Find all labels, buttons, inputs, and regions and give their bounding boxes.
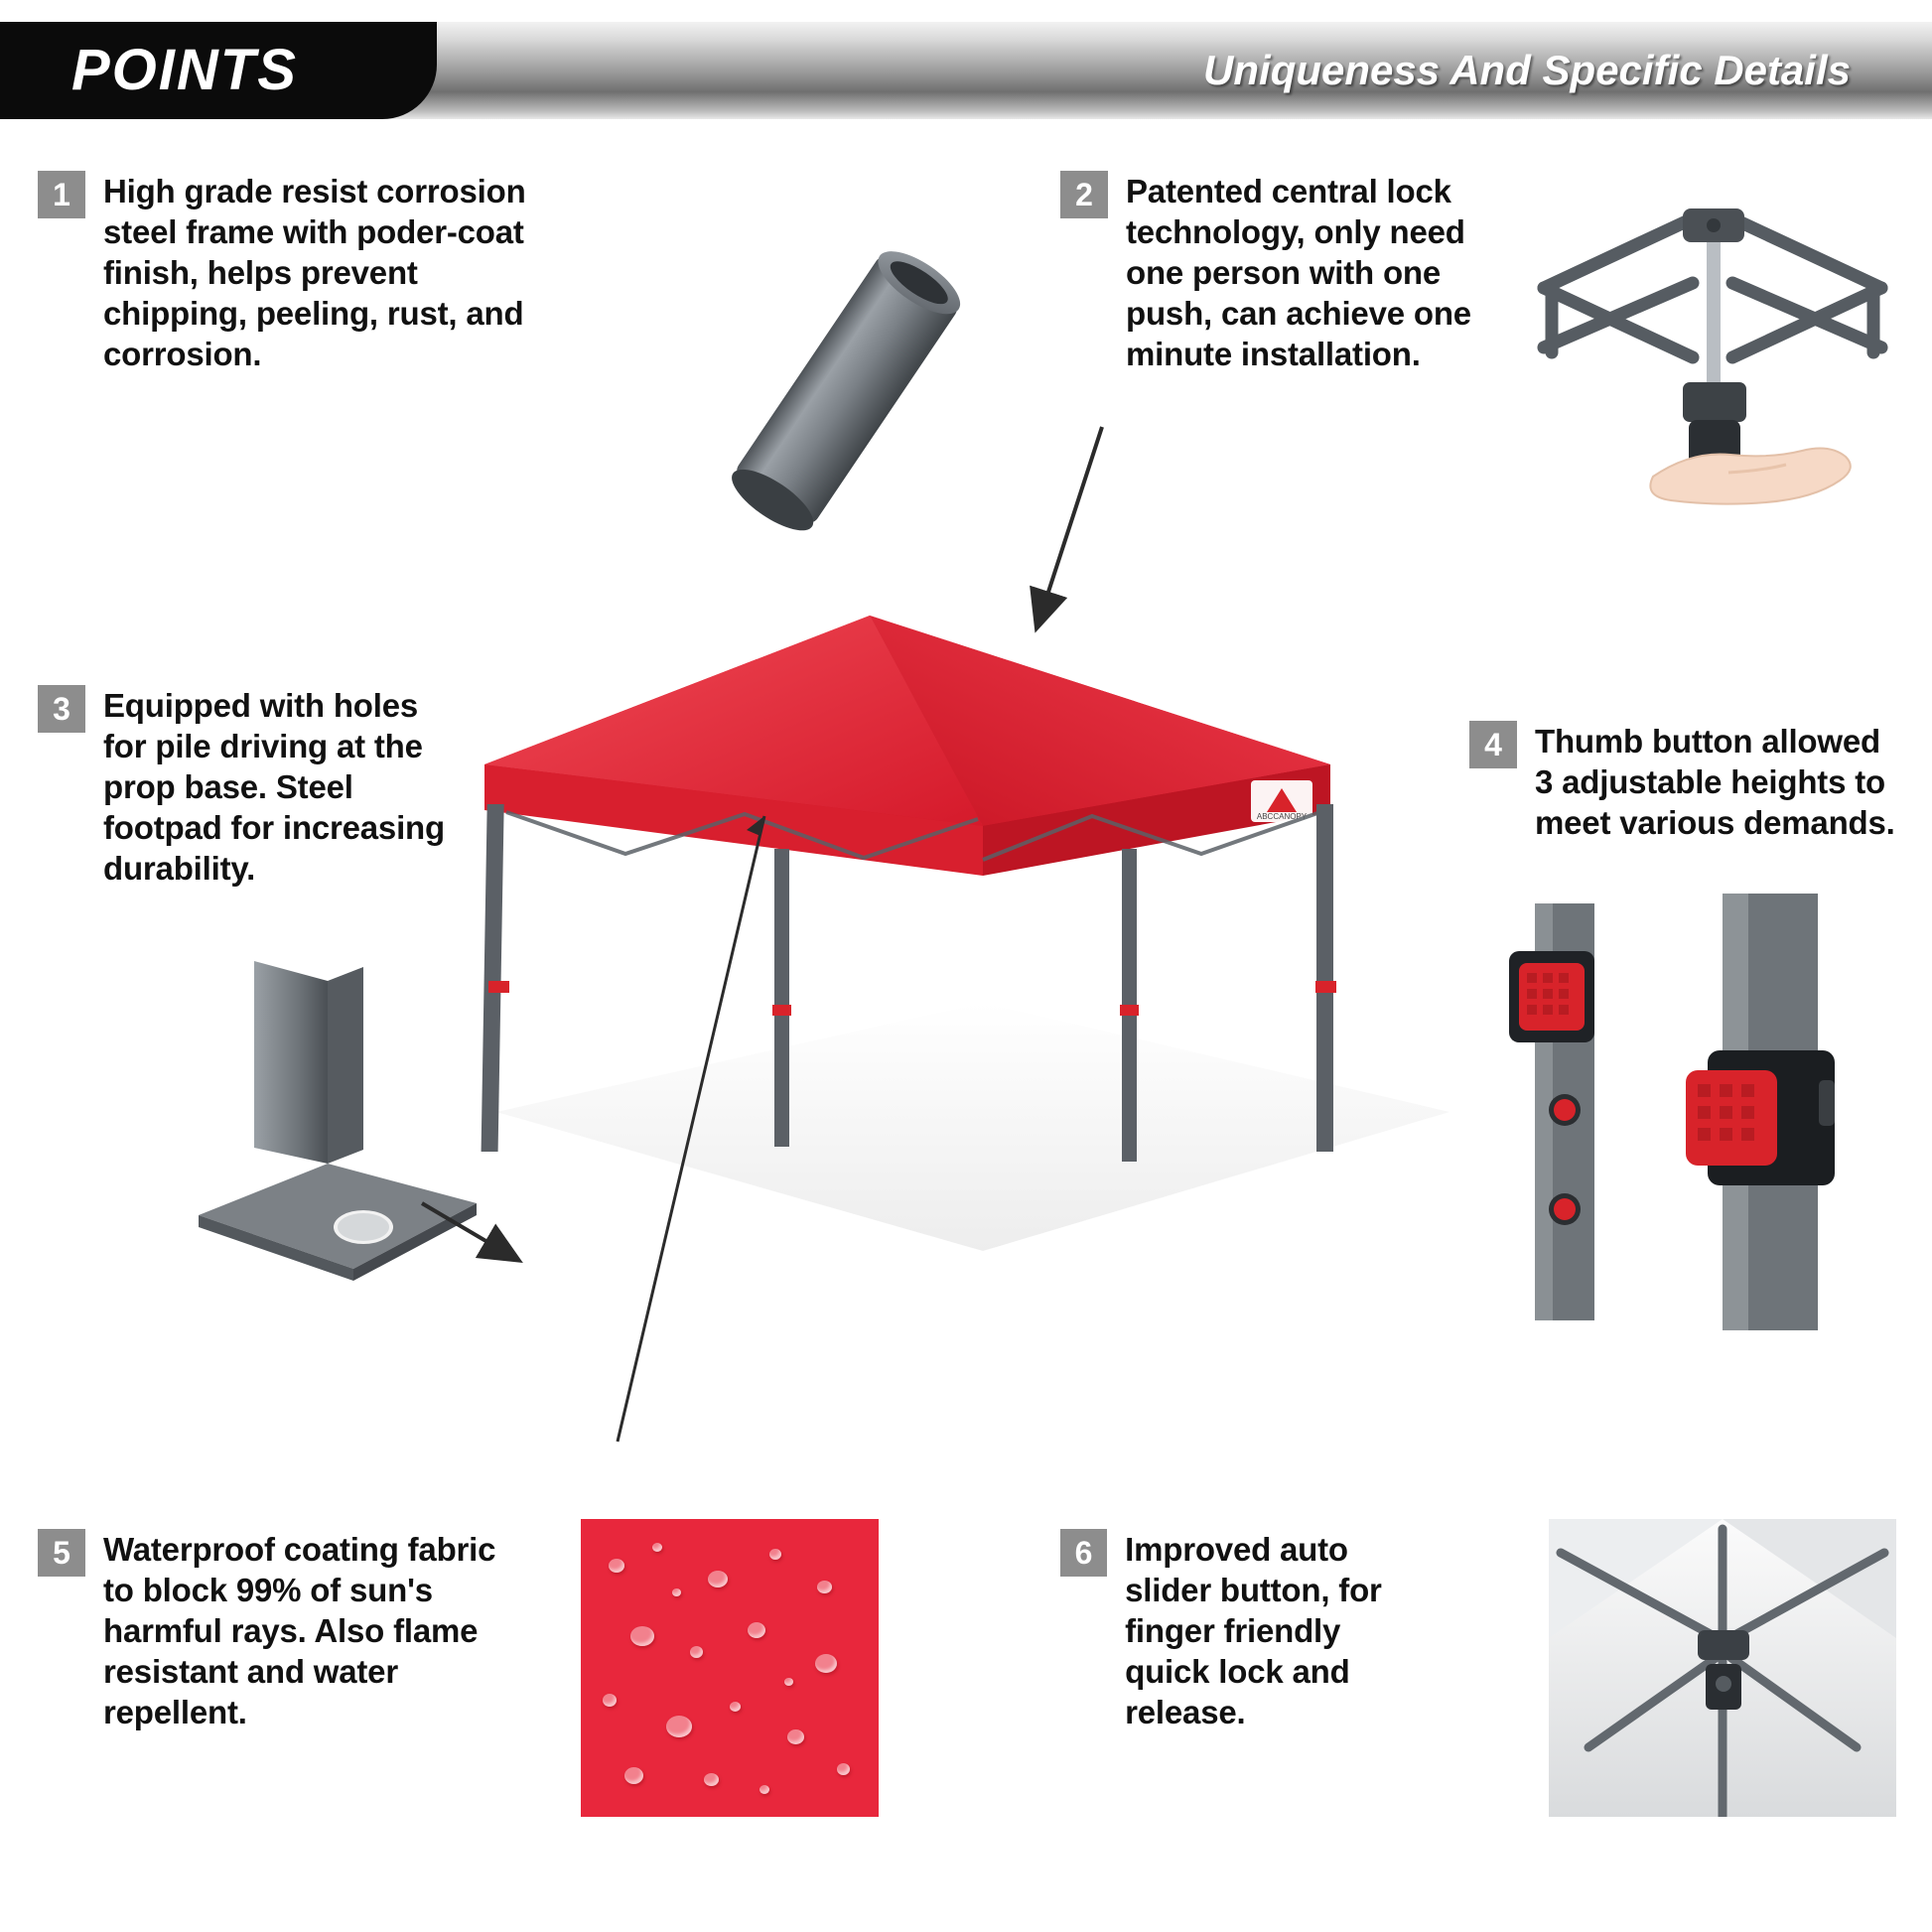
- point-6: [1060, 1529, 1398, 1732]
- point-3-text: Equipped with holes for pile driving at the prop base. Steel footpad for increasing durability.: [103, 687, 445, 887]
- steel-footpad-image: [179, 953, 496, 1281]
- points-label: POINTS: [71, 38, 298, 102]
- header-banner: [0, 22, 1932, 119]
- point-5-badge: 5: [38, 1529, 85, 1577]
- arrow-point-2: [1037, 427, 1102, 625]
- central-lock-image: [1534, 179, 1891, 536]
- point-3: [38, 685, 455, 889]
- point-1-badge: 1: [38, 171, 85, 218]
- thumb-button-image: [1469, 894, 1906, 1330]
- point-6-text: Improved auto slider button, for finger friendly quick lock and release.: [1125, 1531, 1382, 1730]
- point-4-text: Thumb button allowed 3 adjustable heights to meet various demands.: [1535, 723, 1895, 841]
- point-1-text: High grade resist corrosion steel frame with poder-coat finish, helps prevent chipping, peeling, rust, and corrosion.: [103, 173, 526, 372]
- steel-tube-image: [725, 248, 973, 536]
- canopy-tent-image: [477, 616, 1469, 1311]
- point-3-badge: 3: [38, 685, 85, 733]
- point-6-badge: 6: [1060, 1529, 1107, 1577]
- point-2: [1060, 171, 1527, 374]
- point-2-text: Patented central lock technology, only need one person with one push, can achieve one minute installation.: [1126, 173, 1471, 372]
- waterproof-fabric-image: [581, 1519, 879, 1817]
- point-2-badge: 2: [1060, 171, 1108, 218]
- point-4: [1469, 721, 1906, 843]
- point-5-text: Waterproof coating fabric to block 99% of sun's harmful rays. Also flame resistant and water repellent.: [103, 1531, 496, 1730]
- svg-text:ABCCANOPY: ABCCANOPY: [1256, 812, 1308, 821]
- point-5: [38, 1529, 524, 1732]
- point-4-badge: 4: [1469, 721, 1517, 768]
- auto-slider-underside-image: [1549, 1519, 1896, 1817]
- header-title: Uniqueness And Specific Details: [1203, 47, 1851, 93]
- point-1: [38, 171, 594, 374]
